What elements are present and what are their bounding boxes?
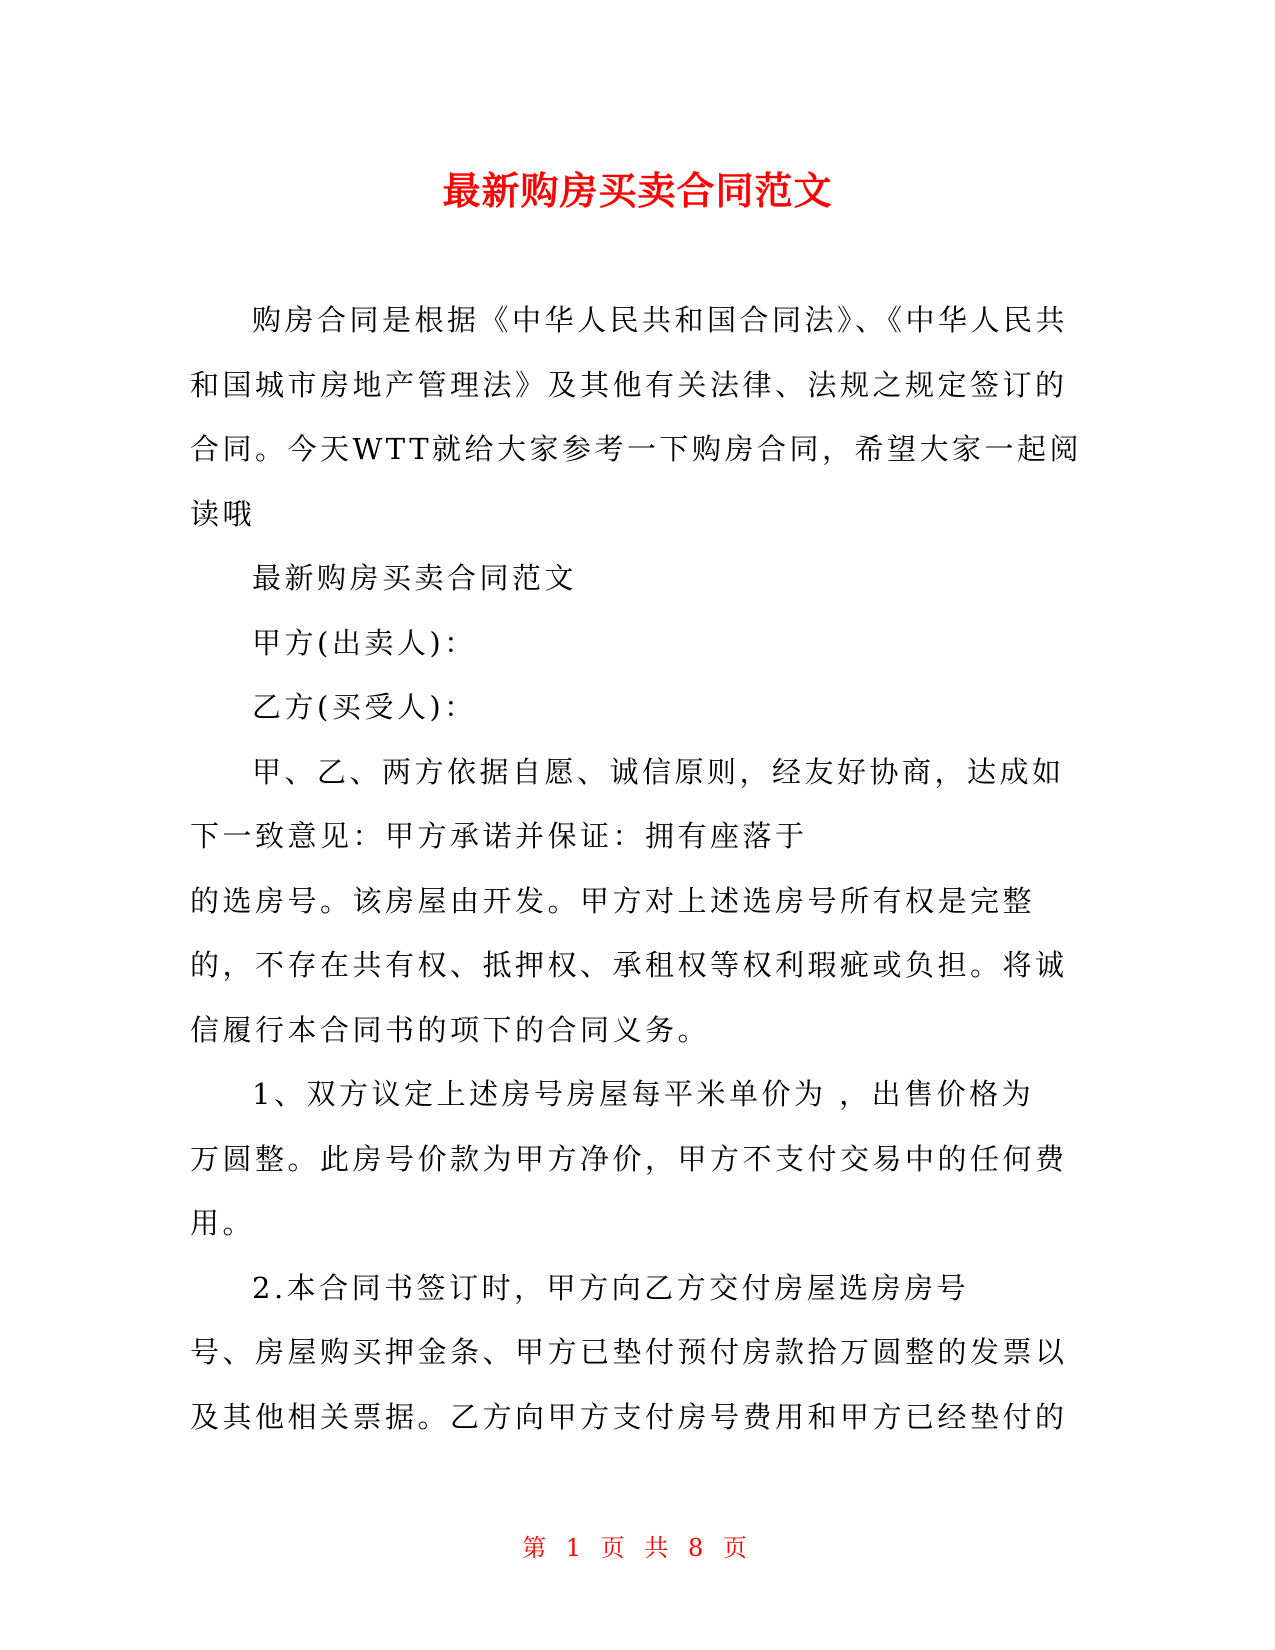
page-footer: 第 1 页 共 8 页: [522, 1534, 753, 1562]
paragraph-subtitle: 最新购房买卖合同范文: [252, 561, 578, 595]
document-body: [190, 288, 1085, 1449]
paragraph-ownership: 的选房号。该房屋由开发。甲方对上述选房号所有权是完整的，不存在共有权、抵押权、承租权等权利瑕疵或负担。将诚信履行本合同书的项下的合同义务。: [190, 883, 1068, 1047]
document-title: 最新购房买卖合同范文: [442, 169, 833, 213]
paragraph-clause-2-cont: 号、房屋购买押金条、甲方已垫付预付房款拾万圆整的发票以及其他相关票据。乙方向甲方支付房号费用和甲方已经垫付的: [190, 1335, 1068, 1434]
paragraph-party-a: 甲方(出卖人)：: [252, 625, 477, 660]
paragraph-clause-2: 2.本合同书签订时，甲方向乙方交付房屋选房房号: [252, 1270, 970, 1305]
paragraph-clause-1: 1、双方议定上述房号房屋每平米单价为 ，出售价格为: [252, 1077, 1035, 1111]
paragraph-clause-1-cont: 万圆整。此房号价款为甲方净价，甲方不支付交易中的任何费用。: [190, 1141, 1068, 1240]
paragraph-party-b: 乙方(买受人)：: [252, 690, 477, 724]
paragraph-intro: 购房合同是根据《中华人民共和国合同法》、《中华人民共和国城市房地产管理法》及其他有关法律、法规之规定签订的合同。今天WTT就给大家参考一下购房合同，希望大家一起阅读哦: [190, 303, 1083, 531]
paragraph-agreement: 甲、乙、两方依据自愿、诚信原则，经友好协商，达成如下一致意见：甲方承诺并保证：拥有座落于: [190, 754, 1065, 853]
